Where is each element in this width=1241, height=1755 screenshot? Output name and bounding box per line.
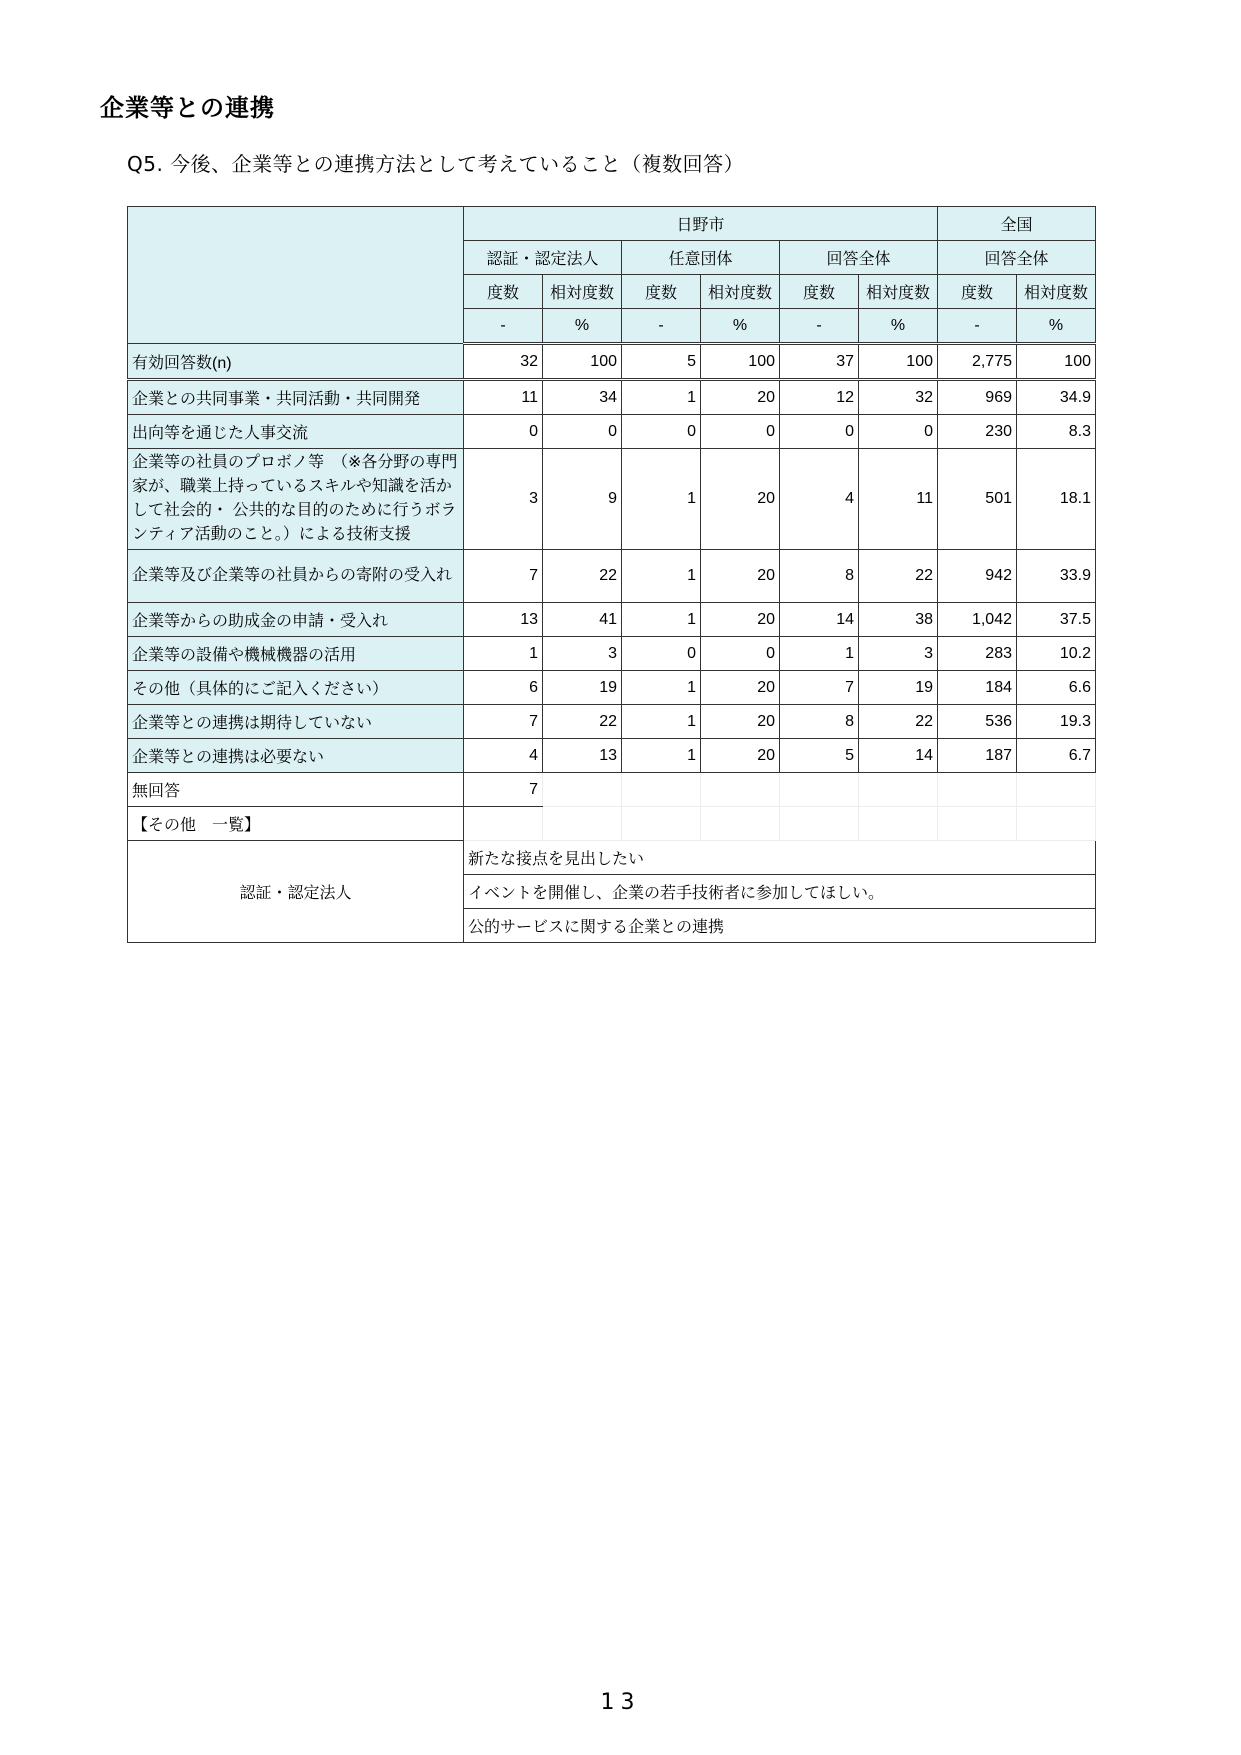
row-value: 1 <box>622 705 701 739</box>
row-label: 企業等との連携は必要ない <box>128 739 464 773</box>
row-value: 37 <box>780 344 859 380</box>
question-text: Q5. 今後、企業等との連携方法として考えていること（複数回答） <box>127 152 745 176</box>
unit-count: - <box>780 309 859 344</box>
col-relative: 相対度数 <box>859 275 938 309</box>
row-value: 1 <box>780 637 859 671</box>
row-value: 34 <box>543 380 622 415</box>
col-count: 度数 <box>622 275 701 309</box>
row-value: 3 <box>859 637 938 671</box>
row-value: 22 <box>543 705 622 739</box>
table-row <box>128 603 1096 637</box>
table-row <box>128 705 1096 739</box>
row-value: 20 <box>701 380 780 415</box>
col-count: 度数 <box>780 275 859 309</box>
row-value: 0 <box>543 415 622 449</box>
row-label: 有効回答数(n) <box>128 344 464 380</box>
row-value: 6 <box>464 671 543 705</box>
row-value: 8.3 <box>1017 415 1096 449</box>
table-row <box>128 449 1096 550</box>
unit-count: - <box>938 309 1017 344</box>
row-value: 11 <box>464 380 543 415</box>
row-value: 536 <box>938 705 1017 739</box>
table-row <box>128 344 1096 380</box>
row-value: 4 <box>780 449 859 550</box>
row-value: 1 <box>622 380 701 415</box>
row-value: 969 <box>938 380 1017 415</box>
row-value: 4 <box>464 739 543 773</box>
row-value: 0 <box>701 415 780 449</box>
row-value: 33.9 <box>1017 550 1096 603</box>
row-value: 20 <box>701 739 780 773</box>
row-value: 283 <box>938 637 1017 671</box>
row-value: 100 <box>701 344 780 380</box>
row-value: 0 <box>780 415 859 449</box>
unit-percent: % <box>701 309 780 344</box>
row-value: 5 <box>780 739 859 773</box>
no-answer-label: 無回答 <box>128 773 464 807</box>
no-answer-row <box>128 773 1096 807</box>
header-national: 全国 <box>938 207 1096 241</box>
header-row-region <box>128 207 1096 241</box>
row-label: 企業等からの助成金の申請・受入れ <box>128 603 464 637</box>
section-title: 企業等との連携 <box>100 94 275 122</box>
row-value: 13 <box>464 603 543 637</box>
other-group-label: 認証・認定法人 <box>128 841 464 943</box>
row-value: 13 <box>543 739 622 773</box>
table-row <box>128 550 1096 603</box>
row-value: 20 <box>701 705 780 739</box>
row-value: 32 <box>464 344 543 380</box>
row-value: 100 <box>1017 344 1096 380</box>
row-label: 企業等の設備や機械機器の活用 <box>128 637 464 671</box>
table-row <box>128 739 1096 773</box>
row-value: 0 <box>859 415 938 449</box>
row-value: 14 <box>780 603 859 637</box>
row-value: 22 <box>543 550 622 603</box>
row-value: 942 <box>938 550 1017 603</box>
header-corner <box>128 207 464 344</box>
row-value: 184 <box>938 671 1017 705</box>
row-value: 0 <box>701 637 780 671</box>
unit-percent: % <box>1017 309 1096 344</box>
row-value: 19.3 <box>1017 705 1096 739</box>
row-label: 企業等及び企業等の社員からの寄附の受入れ <box>128 550 464 603</box>
row-value: 9 <box>543 449 622 550</box>
unit-count: - <box>622 309 701 344</box>
header-hino: 日野市 <box>464 207 938 241</box>
other-item-row <box>128 841 1096 875</box>
col-relative: 相対度数 <box>543 275 622 309</box>
row-value: 32 <box>859 380 938 415</box>
row-label: 企業等の社員のプロボノ等 （※各分野の専門家が、職業上持っているスキルや知識を活かして社会的・ 公共的な目的のために行うボランティア活動のこと。）による技術支援 <box>128 449 464 550</box>
unit-percent: % <box>543 309 622 344</box>
row-value: 5 <box>622 344 701 380</box>
other-list-label: 【その他 一覧】 <box>128 807 464 841</box>
row-value: 2,775 <box>938 344 1017 380</box>
row-value: 38 <box>859 603 938 637</box>
other-item: 新たな接点を見出したい <box>464 841 1096 875</box>
row-value: 34.9 <box>1017 380 1096 415</box>
header-all: 回答全体 <box>780 241 938 275</box>
table-row <box>128 671 1096 705</box>
row-value: 10.2 <box>1017 637 1096 671</box>
table-row <box>128 637 1096 671</box>
unit-count: - <box>464 309 543 344</box>
row-value: 7 <box>780 671 859 705</box>
col-count: 度数 <box>464 275 543 309</box>
row-value: 100 <box>543 344 622 380</box>
row-value: 22 <box>859 705 938 739</box>
col-count: 度数 <box>938 275 1017 309</box>
table-row <box>128 415 1096 449</box>
header-certified: 認証・認定法人 <box>464 241 622 275</box>
row-value: 3 <box>543 637 622 671</box>
row-value: 7 <box>464 705 543 739</box>
row-value: 8 <box>780 550 859 603</box>
row-value: 0 <box>464 415 543 449</box>
row-value: 0 <box>622 415 701 449</box>
other-list-label-row <box>128 807 1096 841</box>
col-relative: 相対度数 <box>701 275 780 309</box>
row-value: 19 <box>543 671 622 705</box>
row-value: 14 <box>859 739 938 773</box>
row-value: 1 <box>464 637 543 671</box>
row-value: 501 <box>938 449 1017 550</box>
row-value: 187 <box>938 739 1017 773</box>
row-value: 41 <box>543 603 622 637</box>
row-label: 企業との共同事業・共同活動・共同開発 <box>128 380 464 415</box>
row-value: 1 <box>622 550 701 603</box>
row-value: 18.1 <box>1017 449 1096 550</box>
other-item: イベントを開催し、企業の若手技術者に参加してほしい。 <box>464 875 1096 909</box>
row-value: 6.6 <box>1017 671 1096 705</box>
row-value: 11 <box>859 449 938 550</box>
row-value: 100 <box>859 344 938 380</box>
row-value: 1 <box>622 739 701 773</box>
row-value: 19 <box>859 671 938 705</box>
row-value: 7 <box>464 550 543 603</box>
row-value: 230 <box>938 415 1017 449</box>
results-table <box>127 206 1096 943</box>
row-value: 1,042 <box>938 603 1017 637</box>
row-value: 20 <box>701 449 780 550</box>
row-value: 1 <box>622 671 701 705</box>
row-value: 1 <box>622 449 701 550</box>
row-value: 22 <box>859 550 938 603</box>
col-relative: 相対度数 <box>1017 275 1096 309</box>
row-value: 0 <box>622 637 701 671</box>
row-value: 3 <box>464 449 543 550</box>
header-all-national: 回答全体 <box>938 241 1096 275</box>
row-value: 1 <box>622 603 701 637</box>
other-item: 公的サービスに関する企業との連携 <box>464 909 1096 943</box>
table-row <box>128 380 1096 415</box>
row-label: 出向等を通じた人事交流 <box>128 415 464 449</box>
row-value: 8 <box>780 705 859 739</box>
no-answer-value: 7 <box>464 773 543 807</box>
row-label: 企業等との連携は期待していない <box>128 705 464 739</box>
row-value: 12 <box>780 380 859 415</box>
row-label: その他（具体的にご記入ください） <box>128 671 464 705</box>
unit-percent: % <box>859 309 938 344</box>
row-value: 20 <box>701 550 780 603</box>
row-value: 37.5 <box>1017 603 1096 637</box>
header-voluntary: 任意団体 <box>622 241 780 275</box>
row-value: 20 <box>701 671 780 705</box>
page-number: 13 <box>600 1690 641 1715</box>
row-value: 6.7 <box>1017 739 1096 773</box>
row-value: 20 <box>701 603 780 637</box>
